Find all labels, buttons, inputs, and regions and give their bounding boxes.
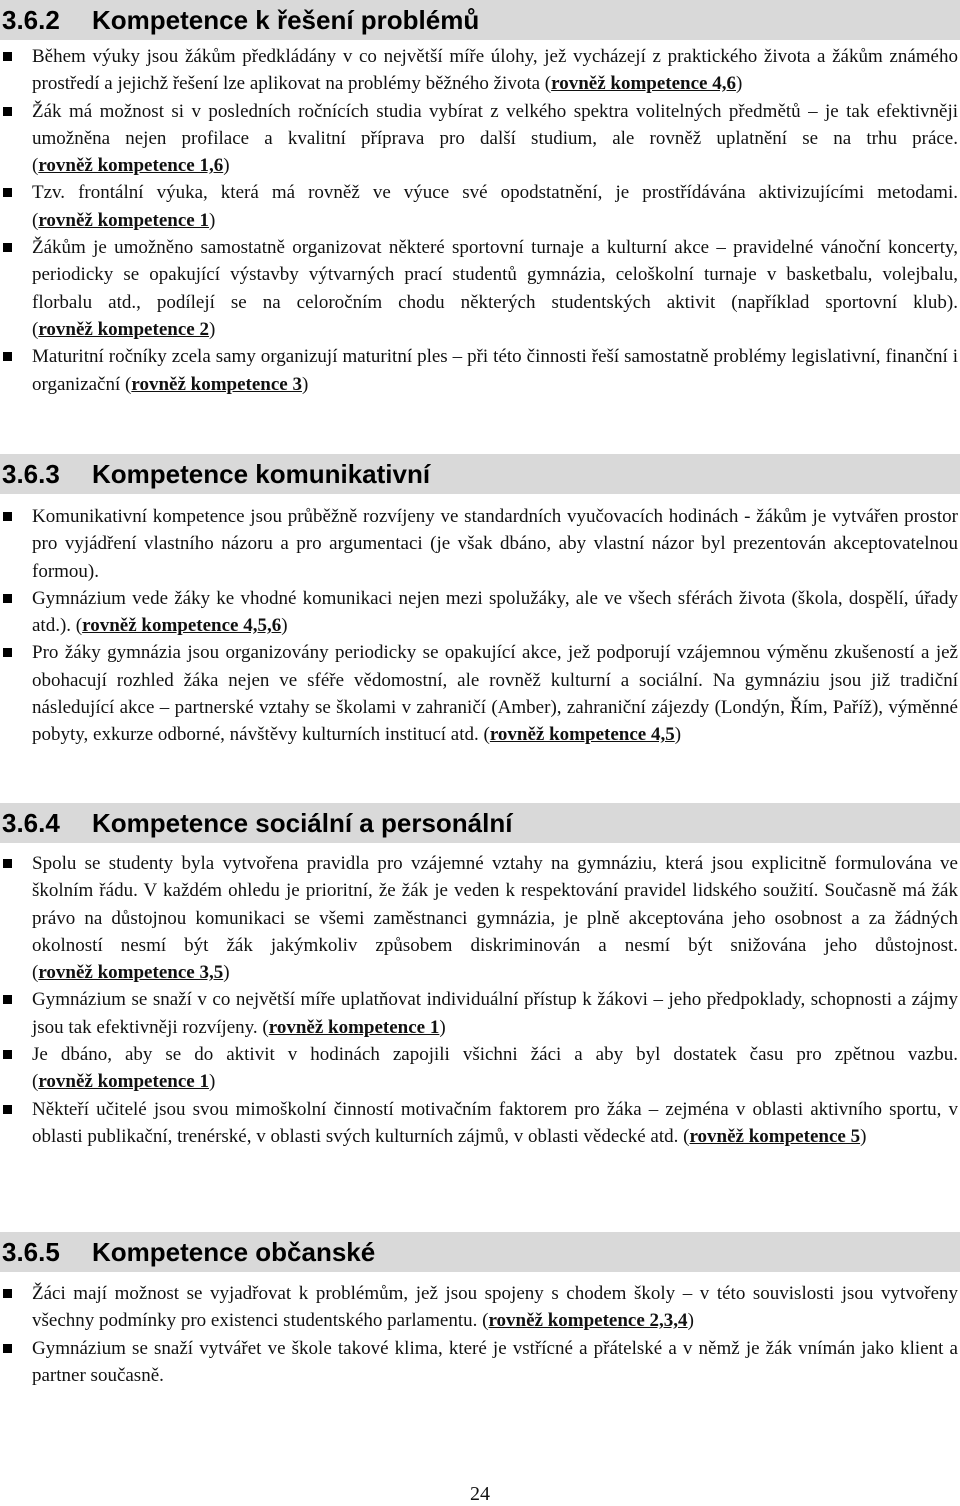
square-bullet-icon	[3, 594, 12, 603]
list-item: Během výuky jsou žákům předkládány v co největší míře úlohy, jež vycházejí z praktického života a žákům známého prostředí a jejichž řešení lze aplikovat na problémy běžného života (rovněž kompetence 4,6)	[0, 43, 958, 98]
list-item: Maturitní ročníky zcela samy organizují maturitní ples – při této činnosti řeší samostatně problémy legislativní, finanční i organizační (rovněž kompetence 3)	[0, 343, 958, 398]
square-bullet-icon	[3, 1105, 12, 1114]
square-bullet-icon	[3, 512, 12, 521]
bullet-list-problem-solving	[0, 43, 958, 398]
page-number: 24	[470, 1483, 490, 1505]
list-item: Gymnázium se snaží vytvářet ve škole takové klima, které je vstřícné a přátelské a v němž je žák vnímán jako klient a partner současně.	[0, 1335, 958, 1390]
list-item: Žák má možnost si v posledních ročnících studia vybírat z velkého spektra volitelných předmětů – je tak efektivněji umožněna nejen profilace a kvalitní příprava pro další studium, ale rovněž uplatnění se na trhu práce. (rovněž kompetence 1,6)	[0, 98, 958, 180]
list-item: Žáci mají možnost se vyjadřovat k problémům, jež jsou spojeny s chodem školy – v této souvislosti jsou vytvořeny všechny podmínky pro existenci studentského parlamentu. (rovněž kompetence 2,3,4)	[0, 1280, 958, 1335]
square-bullet-icon	[3, 188, 12, 197]
competence-reference: rovněž kompetence 1	[38, 209, 209, 231]
bullet-list-social-personal	[0, 850, 958, 1150]
section-title: Kompetence občanské	[92, 1237, 376, 1267]
bullet-list-civic	[0, 1280, 958, 1389]
square-bullet-icon	[3, 995, 12, 1004]
list-item: Někteří učitelé jsou svou mimoškolní činností motivačním faktorem pro žáka – zejména v oblasti aktivního sportu, v oblasti publikační, trenérské, v oblasti svých kulturních zájmů, v oblasti vědecké atd. (rovněž kompetence 5)	[0, 1096, 958, 1151]
section-title: Kompetence komunikativní	[92, 459, 431, 489]
section-number: 3.6.4	[2, 808, 60, 838]
competence-reference: rovněž kompetence 1,6	[38, 155, 224, 177]
square-bullet-icon	[3, 859, 12, 868]
competence-reference: rovněž kompetence 4,6	[551, 73, 736, 95]
section-number: 3.6.5	[2, 1237, 60, 1267]
square-bullet-icon	[3, 648, 12, 657]
section-heading-communicative	[0, 454, 960, 494]
competence-reference: rovněž kompetence 2	[38, 318, 209, 340]
competence-reference: rovněž kompetence 4,5	[489, 724, 675, 746]
competence-reference: rovněž kompetence 3,5	[38, 962, 224, 984]
list-item: Žákům je umožněno samostatně organizovat některé sportovní turnaje a kulturní akce – pravidelné vánoční koncerty, periodicky se opakující výstavby výtvarných prací studentů gymnázia, celoškolní turnaje v basketbalu, volejbalu, florbalu atd., podílejí se na celoročním chodu některých studentských aktivit (například sportovní klub). (rovněž kompetence 2)	[0, 234, 958, 343]
list-item: Pro žáky gymnázia jsou organizovány periodicky se opakující akce, jež podporují vzájemnou výměnu zkušeností a jež obohacují rozhled žáka nejen ve sféře vědomostní, ale rovněž kulturní a sociální. Na gymnáziu jsou již tradiční následující akce – partnerské vztahy se školami v zahraničí (Amber), zahraniční zájezdy (Londýn, Řím, Paříž), výměnné pobyty, exkurze odborné, návštěvy kulturních institucí atd. (rovněž kompetence 4,5)	[0, 639, 958, 748]
section-title: Kompetence sociální a personální	[92, 808, 513, 838]
square-bullet-icon	[3, 1289, 12, 1298]
section-number: 3.6.2	[2, 5, 60, 35]
section-heading-social-personal	[0, 803, 960, 843]
competence-reference: rovněž kompetence 2,3,4	[488, 1310, 688, 1332]
list-item: Spolu se studenty byla vytvořena pravidla pro vzájemné vztahy na gymnáziu, která jsou explicitně formulována ve školním řádu. V každém ohledu je prioritní, že žák je veden k respektování pravidel lidského soužití. Současně má žák právo na důstojnou komunikaci se všemi zaměstnanci gymnázia, je plně akceptována jeho osobnost a za žádných okolností nesmí být žák jakýmkoliv způsobem diskriminován a nesmí být snižována jeho důstojnost. (rovněž kompetence 3,5)	[0, 850, 958, 986]
square-bullet-icon	[3, 1050, 12, 1059]
list-item: Tzv. frontální výuka, která má rovněž ve výuce své opodstatnění, je prostřídávána aktivizujícími metodami. (rovněž kompetence 1)	[0, 179, 958, 234]
section-heading-problem-solving	[0, 0, 960, 40]
square-bullet-icon	[3, 243, 12, 252]
section-number: 3.6.3	[2, 459, 60, 489]
section-title: Kompetence k řešení problémů	[92, 5, 480, 35]
competence-reference: rovněž kompetence 5	[689, 1125, 861, 1147]
square-bullet-icon	[3, 352, 12, 361]
list-item: Gymnázium vede žáky ke vhodné komunikaci nejen mezi spolužáky, ale ve všech sférách života (škola, dospělí, úřady atd.). (rovněž kompetence 4,5,6)	[0, 585, 958, 640]
square-bullet-icon	[3, 52, 12, 61]
competence-reference: rovněž kompetence 4,5,6	[82, 615, 282, 637]
list-item: Je dbáno, aby se do aktivit v hodinách zapojili všichni žáci a aby byl dostatek času pro zpětnou vazbu. (rovněž kompetence 1)	[0, 1041, 958, 1096]
section-heading-civic	[0, 1232, 960, 1272]
square-bullet-icon	[3, 107, 12, 116]
competence-reference: rovněž kompetence 3	[131, 373, 302, 395]
bullet-list-communicative	[0, 503, 958, 749]
competence-reference: rovněž kompetence 1	[38, 1071, 209, 1093]
list-item: Gymnázium se snaží v co největší míře uplatňovat individuální přístup k žákovi – jeho předpoklady, schopnosti a zájmy jsou tak efektivněji rozvíjeny. (rovněž kompetence 1)	[0, 986, 958, 1041]
square-bullet-icon	[3, 1344, 12, 1353]
list-item: Komunikativní kompetence jsou průběžně rozvíjeny ve standardních vyučovacích hodinách - žákům je vytvářen prostor pro vyjádření vlastního názoru a pro argumentaci (je však dbáno, aby vlastní názor byl prezentován akceptovatelnou formou).	[0, 503, 958, 585]
competence-reference: rovněž kompetence 1	[268, 1016, 440, 1038]
